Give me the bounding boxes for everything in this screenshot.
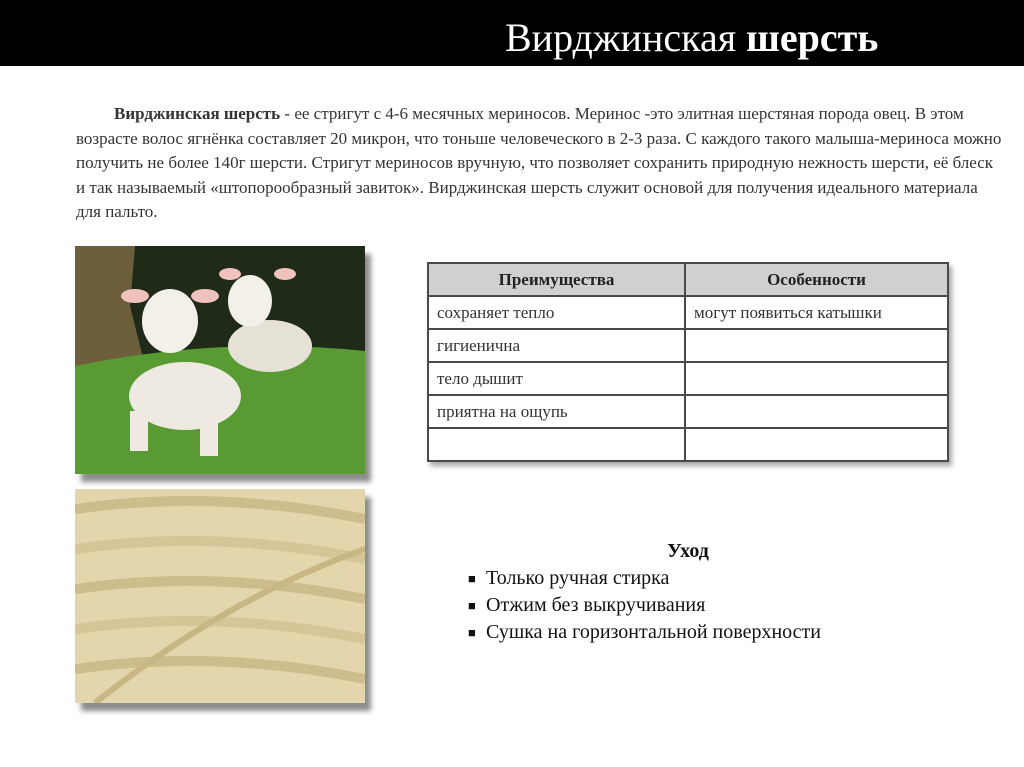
table-cell	[685, 362, 948, 395]
table-row	[428, 395, 948, 428]
table-row	[428, 428, 948, 461]
square-bullet-icon: ■	[468, 571, 476, 586]
table-header-row	[428, 263, 948, 296]
list-item	[468, 592, 908, 619]
yarn-photo	[75, 489, 365, 703]
table-cell: гигиенична	[428, 329, 685, 362]
list-item-label: Сушка на горизонтальной поверхности	[486, 621, 821, 643]
table-cell	[428, 428, 685, 461]
care-title: Уход	[667, 540, 709, 562]
title-bold: шерсть	[746, 15, 879, 60]
table-cell: могут появиться катышки	[685, 296, 948, 329]
title-bar	[0, 0, 1024, 66]
square-bullet-icon: ■	[468, 625, 476, 640]
title-regular: Вирджинская	[505, 15, 737, 60]
square-bullet-icon: ■	[468, 598, 476, 613]
table-row	[428, 296, 948, 329]
table-cell	[685, 428, 948, 461]
page-title	[505, 14, 878, 61]
intro-paragraph	[76, 102, 1006, 225]
column-header: Преимущества	[428, 263, 685, 296]
column-header: Особенности	[685, 263, 948, 296]
list-item-label: Только ручная стирка	[486, 567, 670, 589]
features-table	[427, 262, 949, 462]
list-item-label: Отжим без выкручивания	[486, 594, 706, 616]
lambs-photo	[75, 246, 365, 474]
table-cell: сохраняет тепло	[428, 296, 685, 329]
table-cell: тело дышит	[428, 362, 685, 395]
intro-text: - ее стригут с 4-6 месячных мериносов. Меринос -это элитная шерстяная порода овец. В этом возрасте волос ягнёнка составляет 20 микрон, что тоньше человеческого в 2-3 раза. С каждого такого малыша-мериноса можно получить не более 140г шерсти. Стригут мериносов вручную, что позволяет сохранить природную нежность шерсти, её блеск и так называемый «штопорообразный завиток». Вирджинская шерсть служит основой для получения идеального материала для пальто.	[76, 104, 1002, 221]
list-item	[468, 565, 908, 592]
table-row	[428, 362, 948, 395]
care-section	[468, 538, 908, 646]
table-cell: приятна на ощупь	[428, 395, 685, 428]
intro-lead: Вирджинская шерсть	[114, 104, 281, 123]
care-list	[468, 565, 908, 646]
table-cell	[685, 395, 948, 428]
table-cell	[685, 329, 948, 362]
table-row	[428, 329, 948, 362]
list-item	[468, 619, 908, 646]
